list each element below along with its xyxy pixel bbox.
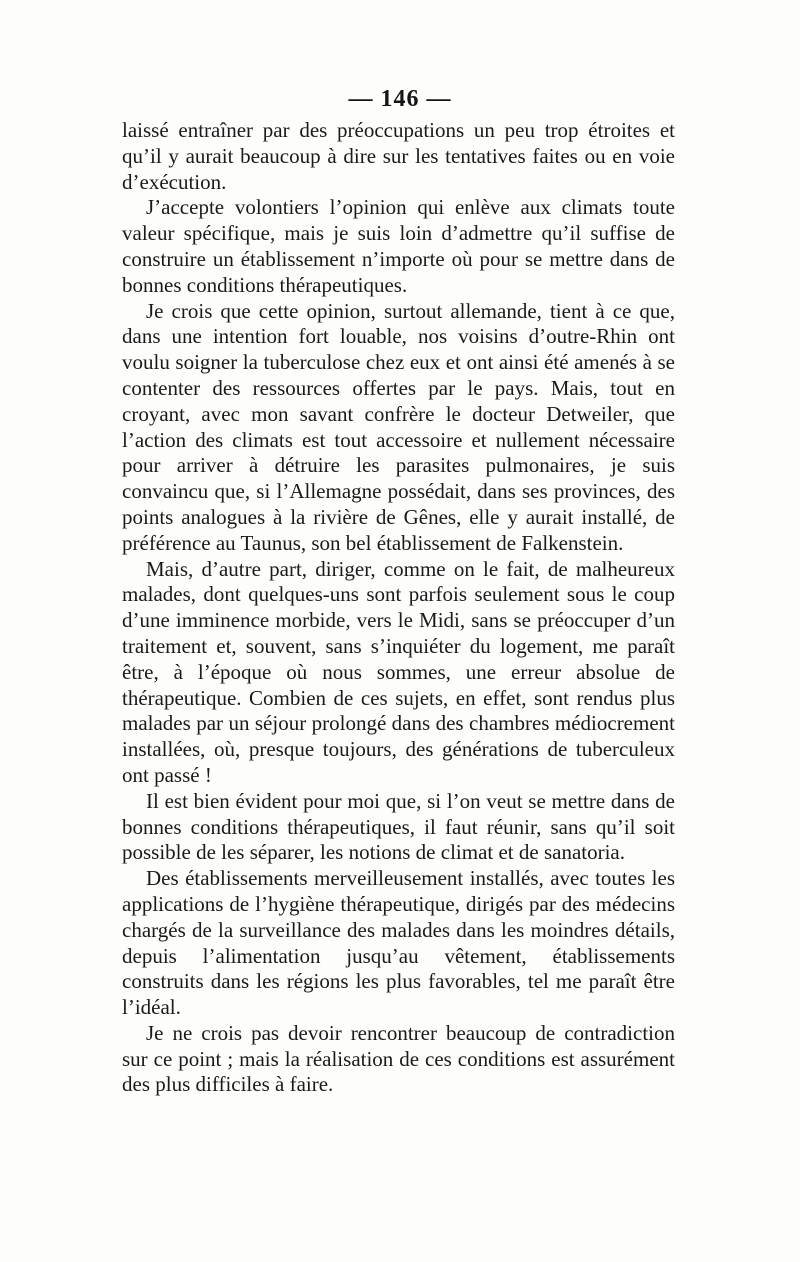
paragraph: Il est bien évident pour moi que, si l’on veut se mettre dans de bonnes conditions thérapeutiques, il faut réunir, sans qu’il soit possible de les séparer, les notions de climat et de sanatoria. xyxy=(122,788,675,865)
paragraph-continuation: laissé entraîner par des préoccupations un peu trop étroites et qu’il y aurait beaucoup à dire sur les tentatives faites ou en voie d’exécution. xyxy=(122,118,675,194)
paragraph: Je crois que cette opinion, surtout allemande, tient à ce que, dans une intention fort louable, nos voisins d’outre-Rhin ont voulu soigner la tuberculose chez eux et ont ainsi été amenés à se contenter des ressources offertes par le pays. Mais, tout en croyant, avec mon savant confrère le docteur Detweiler, que l’action des climats est tout accessoire et nullement nécessaire pour arriver à détruire les parasites pulmonaires, je suis convaincu que, si l’Allemagne possédait, dans ses provinces, des points analogues à la rivière de Gênes, elle y aurait installé, de préférence au Taunus, son bel établissement de Falkenstein. xyxy=(122,298,675,555)
page-number: — 146 — xyxy=(348,86,452,112)
paragraph: Je ne crois pas devoir rencontrer beaucoup de contradiction sur ce point ; mais la réalisation de ces conditions est assurément des plus difficiles à faire. xyxy=(122,1020,675,1097)
paragraph: Mais, d’autre part, diriger, comme on le fait, de malheureux malades, dont quelques-uns sont parfois seulement sous le coup d’une imminence morbide, vers le Midi, sans se préoccuper d’un traitement et, souvent, sans s’inquiéter du logement, me paraît être, à l’époque où nous sommes, une erreur absolue de thérapeutique. Combien de ces sujets, en effet, sont rendus plus malades par un séjour prolongé dans des chambres médiocrement installées, où, presque toujours, des générations de tuberculeux ont passé ! xyxy=(122,556,675,787)
body-text xyxy=(122,118,675,1098)
paragraph: Des établissements merveilleusement installés, avec toutes les applications de l’hygiène thérapeutique, dirigés par des médecins chargés de la surveillance des malades dans les moindres détails, depuis l’alimentation jusqu’au vêtement, établissements construits dans les régions les plus favorables, tel me paraît être l’idéal. xyxy=(122,866,675,1020)
paragraph: J’accepte volontiers l’opinion qui enlève aux climats toute valeur spécifique, mais je suis loin d’admettre qu’il suffise de construire un établissement n’importe où pour se mettre dans de bonnes conditions thérapeutiques. xyxy=(122,195,675,297)
